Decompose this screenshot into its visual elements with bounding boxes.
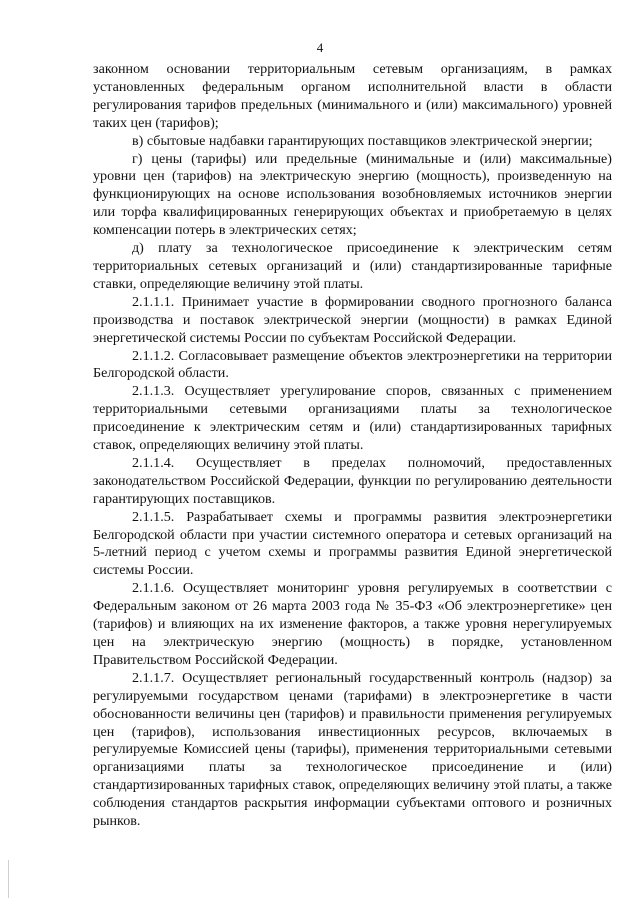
paragraph-2-1-1-7: 2.1.1.7. Осуществляет региональный государственный контроль (надзор) за регулируемыми государством ценами (тарифами) в электроэнергетике в части обоснованности величины цен (тарифов) и правильности применения регулируемых цен (тарифов), использования инвестиционных ресурсов, включаемых в регулируемые Комиссией цены (тарифы), применения территориальными сетевыми организациями платы за технологическое присоединение и (или) стандартизированных тарифных ставок, определяющих величину этой платы, а также соблюдения стандартов раскрытия информации субъектами оптового и розничных рынков. (93, 669, 612, 830)
paragraph-item-g: г) цены (тарифы) или предельные (минимальные и (или) максимальные) уровни цен (тарифов) на электрическую энергию (мощность), произведенную на функционирующих на основе использования возобновляемых источников энергии или торфа квалифицированных генерирующих объектах и приобретаемую в целях компенсации потерь в электрических сетях; (93, 150, 612, 239)
paragraph-continuation: законном основании территориальным сетевым организациям, в рамках установленных федеральным органом исполнительной власти в области регулирования тарифов предельных (минимального и (или) максимального) уровней таких цен (тарифов); (93, 61, 612, 131)
paragraph-item-d: д) плату за технологическое присоединение к электрическим сетям территориальных сетевых организаций и (или) стандартизированные тарифные ставки, определяющие величину этой платы. (93, 240, 612, 292)
page-number: 4 (316, 40, 324, 55)
scan-margin-line (8, 860, 9, 898)
paragraph-2-1-1-3: 2.1.1.3. Осуществляет урегулирование споров, связанных с применением территориальными сетевыми организациями платы за технологическое присоединение к электрическим сетям и (или) стандартизированных тарифных ставок, определяющих величину этой платы. (93, 383, 612, 454)
paragraph-2-1-1-5: 2.1.1.5. Разрабатывает схемы и программы развития электроэнергетики Белгородской области при участии системного оператора и сетевых организаций на 5-летний период с учетом схемы и программы развития Единой энергетической системы России. (93, 508, 612, 579)
paragraph-item-v: в) сбытовые надбавки гарантирующих поставщиков электрической энергии; (132, 132, 593, 149)
document-body (93, 61, 612, 831)
paragraph-2-1-1-6: 2.1.1.6. Осуществляет мониторинг уровня регулируемых в соответствии с Федеральным законом от 26 марта 2003 года № 35-ФЗ «Об электроэнергетике» цен (тарифов) и влияющих на их изменение факторов, а также уровня нерегулируемых цен на электрическую энергию (мощность) в порядке, установленном Правительством Российской Федерации. (93, 580, 612, 668)
paragraph-2-1-1-2: 2.1.1.2. Согласовывает размещение объектов электроэнергетики на территории Белгородской области. (93, 347, 612, 382)
paragraph-2-1-1-4: 2.1.1.4. Осуществляет в пределах полномочий, предоставленных законодательством Российской Федерации, функции по регулированию деятельности гарантирующих поставщиков. (93, 454, 612, 507)
paragraph-2-1-1-1: 2.1.1.1. Принимает участие в формировании сводного прогнозного баланса производства и поставок электрической энергии (мощности) в рамках Единой энергетической системы России по субъектам Российской Федерации. (93, 293, 612, 346)
